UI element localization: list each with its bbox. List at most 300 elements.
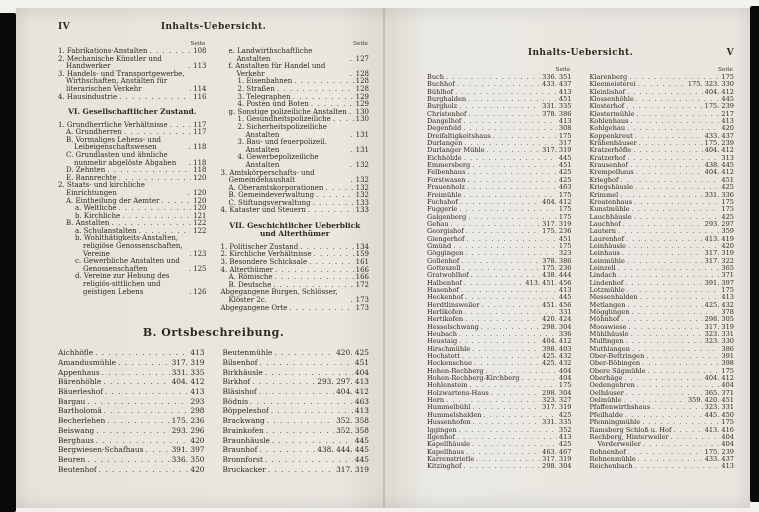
- dot-leader: [630, 162, 703, 169]
- page-ref: 298. 305: [704, 315, 734, 324]
- place-name: Herlikofen: [427, 308, 463, 316]
- index-entry: [223, 387, 370, 397]
- page-ref: 413: [354, 406, 369, 416]
- place-name: Oberhäge: [589, 374, 623, 383]
- toc-entry: [238, 139, 370, 154]
- left-running-title: Inhalts-Uebersicht.: [160, 22, 267, 32]
- left-index-column-1: [58, 348, 205, 474]
- page-ref: 175: [558, 205, 572, 214]
- ortsbeschreibung-heading: B. Ortsbeschreibung.: [142, 326, 285, 340]
- toc-entry: [58, 71, 207, 94]
- page-ref: 451. 456: [542, 300, 572, 309]
- place-name: Eichhölzle: [427, 153, 462, 162]
- index-entry: [58, 465, 205, 475]
- dot-leader: [465, 250, 557, 257]
- page-ref: 425: [558, 440, 572, 449]
- dot-leader: [466, 236, 556, 243]
- page-ref: 352. 358: [336, 425, 369, 435]
- page-ref: 398: [721, 359, 734, 368]
- page-ref: 175: [558, 381, 572, 390]
- dot-leader: [491, 390, 540, 397]
- page-ref: 317. 319: [542, 403, 572, 412]
- page-ref: 451: [558, 161, 572, 170]
- page-ref: 438. 444: [542, 271, 572, 280]
- right-index-columns: [427, 66, 734, 471]
- dot-leader: [111, 220, 191, 228]
- dot-leader: [139, 228, 192, 236]
- page-ref: 425: [721, 183, 734, 192]
- place-name: Klostermühle: [589, 109, 635, 118]
- seite-column-header: Seite: [555, 67, 571, 73]
- place-name: Bühlhof: [427, 87, 454, 96]
- place-name: Hesselschwang: [427, 322, 479, 331]
- page-ref: 127: [355, 54, 369, 63]
- place-name: Leinzell: [589, 263, 616, 272]
- page-ref: 420. 424: [542, 315, 572, 324]
- page-ref: 131: [355, 130, 369, 139]
- dot-leader: [293, 94, 354, 102]
- place-name: Kleemeisterei: [589, 80, 636, 89]
- dot-leader: [462, 265, 540, 272]
- place-name: Amandusmühle: [58, 357, 117, 367]
- place-name: Karrenstrietle: [427, 454, 475, 463]
- place-name: Bargau: [58, 396, 86, 406]
- dot-leader: [626, 390, 703, 397]
- page-ref: 120: [193, 196, 207, 205]
- page-ref: 425. 432: [542, 352, 572, 361]
- toc-entry: [229, 63, 370, 78]
- page-ref: 433. 437: [704, 454, 734, 463]
- dot-leader: [265, 368, 353, 378]
- seite-column-header: Seite: [352, 41, 368, 47]
- toc-entry-label: B. Deutsche: [228, 280, 272, 289]
- place-name: Dangelhof: [427, 117, 462, 126]
- dot-leader: [294, 78, 353, 86]
- page-ref: 413: [721, 117, 734, 126]
- dot-leader: [465, 316, 540, 323]
- page-ref: 420: [190, 435, 205, 445]
- page-ref: 445: [558, 153, 572, 162]
- dot-leader: [635, 133, 703, 140]
- dot-leader: [627, 302, 702, 309]
- index-entry: [223, 465, 370, 475]
- page-ref: 404: [721, 381, 734, 390]
- place-name: Krähenhäuser: [589, 139, 637, 148]
- dot-leader: [634, 214, 720, 221]
- place-name: Ober-Bettringen: [589, 352, 645, 361]
- dot-leader: [631, 331, 703, 338]
- page-ref: 404: [354, 367, 369, 377]
- page-ref: 359. 420. 451: [687, 396, 734, 405]
- dot-leader: [460, 199, 540, 206]
- dot-leader: [622, 250, 703, 257]
- place-name: Rehnenmühle: [589, 454, 636, 463]
- dot-leader: [464, 140, 557, 147]
- index-entry: [223, 348, 370, 358]
- page-ref: 425. 432: [704, 300, 734, 309]
- page-ref: 120: [193, 204, 207, 213]
- place-name: Kapellhaus: [427, 447, 465, 456]
- place-name: Lotzmühle: [589, 285, 625, 294]
- dot-leader: [459, 103, 540, 110]
- toc-entry: [75, 258, 207, 273]
- place-name: Oelmühle: [589, 396, 622, 405]
- place-name: Bäuerleshof: [58, 387, 103, 397]
- dot-leader: [464, 192, 557, 199]
- page-ref: 365: [721, 263, 734, 272]
- page-ref: 404. 412: [704, 87, 734, 96]
- place-name: Kratzerhof: [589, 153, 626, 162]
- page-ref: 331. 336: [704, 190, 734, 199]
- place-name: Beutenhof: [58, 464, 97, 474]
- left-page: [16, 8, 383, 508]
- page-ref: 323. 327: [542, 396, 572, 405]
- place-name: Heustaig: [427, 337, 458, 346]
- page-ref: 175. 236: [171, 416, 205, 426]
- place-name: Lindach: [589, 271, 617, 280]
- page-ref: 404. 412: [704, 374, 734, 383]
- toc-entry-label: a. Weltliche: [75, 204, 117, 213]
- page-ref: 175: [721, 366, 734, 375]
- place-name: Beutenmühle: [222, 348, 273, 358]
- dot-leader: [638, 81, 686, 88]
- page-ref: 386: [721, 344, 734, 353]
- place-name: Heubach: [427, 330, 457, 339]
- dot-leader: [313, 200, 354, 208]
- page-ref: 128: [355, 84, 369, 93]
- page-ref: 425. 432: [542, 359, 572, 368]
- page-ref: 323. 331: [704, 403, 734, 412]
- toc-entry-label: E. Bannrechte: [66, 173, 117, 182]
- dot-leader: [277, 86, 354, 94]
- dot-leader: [99, 465, 189, 475]
- dot-leader: [484, 412, 557, 419]
- place-name: Bruckacker: [222, 464, 266, 474]
- dot-leader: [300, 244, 353, 252]
- toc-entry: [238, 124, 370, 139]
- toc-entry-label: d. Vereine zur Hebung des religiös-sittlichen und geistigen Lebens: [75, 272, 170, 296]
- page-ref: 331. 335: [542, 102, 572, 111]
- page-ref: 413. 416: [704, 425, 734, 434]
- index-entry: [58, 358, 205, 368]
- dot-leader: [621, 316, 702, 323]
- place-name: Fuggerle: [427, 205, 458, 214]
- page-ref: 404. 412: [704, 146, 734, 155]
- page-ref: 129: [355, 92, 369, 101]
- page-ref: 378: [721, 308, 734, 316]
- dot-leader: [107, 416, 169, 426]
- dot-leader: [464, 155, 557, 162]
- page-ref: 336: [558, 330, 572, 339]
- place-name: Dreifaltigkeitshaus: [427, 131, 491, 140]
- page-ref: 378. 386: [542, 256, 572, 265]
- dot-leader: [289, 305, 353, 313]
- dot-leader: [457, 81, 540, 88]
- dot-leader: [446, 74, 540, 81]
- seite-column-header: Seite: [190, 41, 206, 47]
- toc-entry-label: Abgegangene Orte: [220, 303, 288, 312]
- place-name: Gollenhof: [427, 256, 460, 265]
- place-name: Pfaffenwirthshaus: [589, 403, 651, 412]
- place-name: Gratwohlhof: [427, 271, 469, 280]
- dot-leader: [273, 282, 353, 290]
- index-entry: [58, 445, 205, 455]
- toc-entry-label: 1. Grundherrliche Verhältnisse: [58, 120, 168, 129]
- place-name: Rechberg, Hinterweiler: [589, 432, 669, 441]
- page-ref: 317. 319: [171, 357, 205, 367]
- place-name: Ramsberg Schloß u. Hof: [589, 425, 672, 434]
- page-ref: 129: [355, 100, 369, 109]
- dot-leader: [486, 368, 557, 375]
- index-entry: [58, 348, 205, 358]
- dot-leader: [119, 94, 191, 102]
- dot-leader: [618, 272, 719, 279]
- toc-entry-label: C. Stiftungsverwaltung: [228, 198, 311, 207]
- index-entry: [223, 426, 370, 436]
- dot-leader: [646, 353, 719, 360]
- dot-leader: [87, 455, 169, 465]
- page-ref: 132: [355, 191, 369, 200]
- page-ref: 463: [354, 396, 369, 406]
- page-ref: 175. 323. 330: [687, 80, 734, 89]
- dot-leader: [350, 132, 354, 140]
- place-name: Herdtlinsweiler: [427, 300, 480, 309]
- dot-leader: [457, 434, 557, 441]
- right-page-header: [427, 48, 734, 58]
- dot-leader: [472, 162, 557, 169]
- dot-leader: [463, 463, 540, 470]
- page-ref: 298. 304: [542, 388, 572, 397]
- dot-leader: [350, 71, 354, 79]
- place-name: Hohen-Rechberg: [427, 366, 484, 375]
- place-name: Fuchshof: [427, 197, 458, 206]
- dot-leader: [470, 382, 557, 389]
- page-ref: 404. 412: [336, 387, 369, 397]
- place-name: Obere Sägmühle: [589, 366, 646, 375]
- dot-leader: [627, 125, 719, 132]
- dot-leader: [250, 397, 353, 407]
- dot-leader: [633, 147, 702, 154]
- dot-leader: [104, 406, 189, 416]
- dot-leader: [471, 272, 540, 279]
- place-name: Göggingen: [427, 249, 464, 258]
- dot-leader: [636, 96, 720, 103]
- place-name: Bartholomä: [58, 406, 102, 416]
- dot-leader: [87, 397, 188, 407]
- place-name: Muthlangen: [589, 344, 631, 353]
- page-ref: 438. 445: [704, 161, 734, 170]
- dot-leader: [259, 387, 334, 397]
- page-ref: 128: [355, 69, 369, 78]
- page-ref: 404. 412: [542, 337, 572, 346]
- index-entry: [223, 368, 370, 378]
- dot-leader: [627, 258, 703, 265]
- place-name: Hockenschue: [427, 359, 473, 368]
- dot-leader: [188, 63, 191, 71]
- dot-leader: [635, 184, 719, 191]
- page-ref: 317. 319: [704, 322, 734, 331]
- index-entry: [58, 397, 205, 407]
- dot-leader: [627, 287, 720, 294]
- place-name: Bergwiesen-Schafhaus: [58, 445, 144, 455]
- index-entry: [223, 436, 370, 446]
- dot-leader: [459, 338, 540, 345]
- page-ref: 317. 319: [704, 249, 734, 258]
- dot-leader: [107, 167, 191, 175]
- toc-entry: [75, 273, 207, 296]
- page-ref: 352. 358: [336, 416, 369, 426]
- dot-leader: [350, 147, 353, 155]
- page-ref: 125: [193, 264, 207, 273]
- page-ref: 404: [721, 432, 734, 441]
- place-name: Oelhäuser: [589, 388, 624, 397]
- place-name: Laurenhof: [589, 234, 625, 243]
- index-entry: [223, 406, 370, 416]
- page-ref: 175. 239: [704, 447, 734, 456]
- dot-leader: [637, 382, 720, 389]
- dot-leader: [314, 251, 354, 259]
- place-name: Hirschmühle: [427, 344, 471, 353]
- toc-entry-label: c. Gewerbliche Anstalten und Genossenschaften: [75, 257, 180, 273]
- place-name: Kohlgehau: [589, 124, 626, 133]
- page-ref: 159: [355, 250, 369, 259]
- place-name: Klossenhöhle: [589, 95, 634, 104]
- left-index-column-2: [223, 348, 370, 474]
- page-ref: 445. 450: [704, 410, 734, 419]
- page-ref: 323: [558, 249, 572, 258]
- place-name: Krausenhof: [589, 161, 628, 170]
- place-name: Lauchhof: [589, 219, 621, 228]
- page-ref: 120: [193, 188, 207, 197]
- toc-entry-label: 2. Sicherheitspolizeiliche Anstalten: [237, 122, 327, 139]
- toc-entry-label: 1. Gesundheitspolizeiliche: [237, 115, 331, 124]
- page-ref: 413: [558, 117, 572, 126]
- toc-entry-label: 2. Straßen: [237, 84, 275, 93]
- toc-entry-label: 3. Besondere Schicksale: [220, 258, 308, 267]
- place-name: Möhnhof: [589, 315, 620, 324]
- dot-leader: [170, 122, 191, 130]
- dot-leader: [189, 144, 192, 152]
- toc-entry-label: 4. Posten und Boten: [237, 100, 309, 109]
- toc-entry-label: 3. Amtskörperschafts- und Gemeindehaushalt: [220, 168, 315, 185]
- place-name: Klosterhof: [589, 102, 625, 111]
- dot-leader: [632, 309, 720, 316]
- dot-leader: [466, 228, 540, 235]
- place-name: Gehau: [427, 219, 449, 228]
- dot-leader: [476, 456, 540, 463]
- dot-leader: [275, 267, 354, 275]
- place-name: Hasenhof: [427, 285, 459, 294]
- page-ref: 308: [558, 124, 572, 133]
- dot-leader: [455, 89, 557, 96]
- page-ref: 121: [193, 211, 207, 220]
- place-name: Hochstett: [427, 352, 460, 361]
- page-ref: 166: [355, 265, 369, 274]
- dot-leader: [618, 265, 720, 272]
- page-ref: 130: [355, 115, 369, 124]
- place-name: Galgenberg: [427, 212, 467, 221]
- page-ref: 404. 412: [171, 377, 205, 387]
- place-name: Kratzerhöfle: [589, 146, 632, 155]
- toc-entry-label: 1. Fabrikations-Anstalten: [58, 47, 148, 55]
- dot-leader: [643, 441, 720, 448]
- page-ref: 175. 239: [704, 139, 734, 148]
- index-entry: [223, 445, 370, 455]
- dot-leader: [636, 169, 703, 176]
- page-ref: 420: [190, 464, 205, 474]
- place-name: Brackwang: [222, 416, 265, 426]
- toc-entry-label: b. Wohlthätigkeits-Anstalten, religiöse Genossenschaften, Vereine: [75, 234, 183, 258]
- page-ref: 123: [193, 249, 207, 258]
- toc-columns: [58, 40, 369, 312]
- place-name: Bärenhöhle: [58, 377, 102, 387]
- page-ref: 391. 397: [704, 278, 734, 287]
- place-name: Berghaus: [58, 435, 94, 445]
- dot-leader: [461, 258, 540, 265]
- place-name: Krieghof: [589, 175, 619, 184]
- dot-leader: [459, 206, 557, 213]
- right-running-title: Inhalts-Uebersicht.: [527, 48, 634, 58]
- dot-leader: [96, 436, 189, 446]
- dot-leader: [468, 111, 540, 118]
- page-ref: 131: [355, 145, 369, 154]
- place-name: Hummelshalden: [427, 410, 482, 419]
- page-ref: 175: [721, 418, 734, 427]
- page-ref: 293. 297. 413: [317, 377, 369, 387]
- page-ref: 425: [721, 212, 734, 221]
- place-name: Metlangen: [589, 300, 626, 309]
- place-name: Kriegshäusle: [589, 183, 634, 192]
- page-ref: 420: [721, 124, 734, 133]
- place-name: Freimühle: [427, 190, 462, 199]
- place-name: Birkhäusle: [222, 367, 263, 377]
- seite-column-header: Seite: [717, 67, 733, 73]
- dot-leader: [350, 297, 353, 305]
- dot-leader: [467, 184, 557, 191]
- dot-leader: [628, 243, 719, 250]
- place-name: Christenhof: [427, 109, 467, 118]
- index-entry: [58, 436, 205, 446]
- page-ref: 413: [558, 285, 572, 294]
- toc-section-heading: VII. Geschichtlicher Ueberblick und Alterthümer: [229, 221, 361, 239]
- toc-entry: [221, 289, 370, 304]
- page-ref: 313: [721, 153, 734, 162]
- toc-entry-label: a. Schulanstalten: [75, 226, 137, 235]
- index-entry: [58, 416, 205, 426]
- page-ref: 116: [193, 92, 207, 101]
- toc-entry: [58, 182, 207, 197]
- index-entry: [223, 455, 370, 465]
- page-ref: 175: [721, 73, 734, 81]
- book-spread: [16, 8, 750, 508]
- place-name: Mühlhäusle: [589, 330, 629, 339]
- toc-entry-label: e. Landwirthschaftliche Anstalten: [228, 47, 313, 63]
- place-name: Braunhäusle: [222, 435, 270, 445]
- page-ref: 331: [558, 308, 572, 316]
- place-name: Pfenningmühle: [589, 418, 641, 427]
- page-ref: 438. 444. 445: [317, 445, 369, 455]
- dot-leader: [473, 419, 540, 426]
- dot-leader: [632, 346, 719, 353]
- place-name: Lautern: [589, 227, 617, 236]
- page-ref: 391. 397: [171, 445, 205, 455]
- place-name: Iggingen: [427, 425, 457, 434]
- dot-leader: [311, 101, 354, 109]
- page-ref: 173: [355, 296, 369, 305]
- toc-entry-label: 3. Telegraphen: [237, 92, 291, 101]
- place-name: Halbenhof: [427, 278, 462, 287]
- place-name: Hertikofen: [427, 315, 464, 324]
